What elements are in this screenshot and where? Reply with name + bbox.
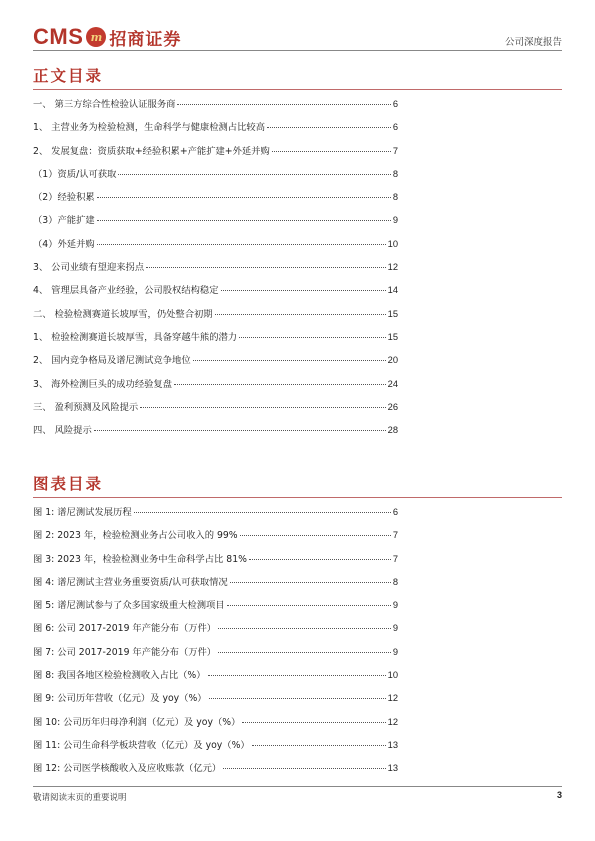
figure-entry-label: 图 10: 公司历年归母净利润（亿元）及 yoy（%） — [33, 716, 241, 728]
toc-entry-label: （3）产能扩建 — [33, 215, 95, 227]
toc-entry-label: （2）经验积累 — [33, 192, 95, 204]
dot-leader — [239, 337, 386, 338]
figure-entry-label: 图 1: 谱尼测试发展历程 — [33, 507, 132, 518]
toc-entry-page: 14 — [387, 285, 398, 296]
toc-entry-page: 8 — [392, 192, 398, 203]
dot-leader — [118, 174, 390, 175]
figure-entry-label: 图 2: 2023 年，检验检测业务占公司收入的 99% — [33, 530, 238, 542]
toc-entry[interactable] — [33, 399, 398, 422]
dot-leader — [267, 127, 391, 128]
figure-entry[interactable] — [33, 667, 398, 690]
figure-entry-label: 图 11: 公司生命科学板块营收（亿元）及 yoy（%） — [33, 739, 250, 751]
toc-entry[interactable] — [33, 236, 398, 259]
figure-entry[interactable] — [33, 737, 398, 760]
dot-leader — [174, 384, 386, 385]
logo-text: CMS — [33, 24, 84, 49]
figure-entry-label: 图 5: 谱尼测试参与了众多国家级重大检测项目 — [33, 600, 225, 612]
header-divider — [33, 50, 562, 51]
company-logo — [33, 24, 181, 50]
dot-leader — [240, 535, 391, 536]
figure-entry[interactable] — [33, 504, 398, 527]
toc-entry-page: 6 — [392, 99, 398, 109]
figure-entry-page: 9 — [392, 600, 398, 611]
figure-entry[interactable] — [33, 527, 398, 550]
toc-entry-label: 3、 海外检测巨头的成功经验复盘 — [33, 378, 173, 390]
figure-entry-label: 图 12: 公司医学核酸收入及应收账款（亿元） — [33, 763, 222, 775]
table-of-contents — [33, 96, 398, 445]
dot-leader — [215, 314, 386, 315]
dot-leader — [193, 360, 386, 361]
toc-entry-label: 1、 检验检测赛道长坡厚雪，具备穿越牛熊的潜力 — [33, 331, 238, 343]
toc-title-divider — [33, 89, 562, 90]
toc-entry[interactable] — [33, 422, 398, 445]
figure-entry[interactable] — [33, 620, 398, 643]
toc-entry-page: 8 — [392, 168, 398, 179]
disclaimer-note: 敬请阅读末页的重要说明 — [33, 793, 127, 803]
figure-entry[interactable] — [33, 597, 398, 620]
figure-index — [33, 504, 398, 784]
figures-title: 图表目录 — [33, 474, 104, 493]
dot-leader — [230, 582, 391, 583]
toc-entry[interactable] — [33, 143, 398, 166]
toc-entry[interactable] — [33, 96, 398, 119]
toc-entry-label: 2、 国内竞争格局及谱尼测试竞争地位 — [33, 355, 191, 367]
toc-entry-page: 7 — [392, 145, 398, 156]
toc-title: 正文目录 — [33, 66, 104, 85]
figure-entry-page: 9 — [392, 623, 398, 634]
figure-entry[interactable] — [33, 690, 398, 713]
figure-entry-page: 8 — [392, 576, 398, 587]
figure-entry[interactable] — [33, 760, 398, 783]
toc-entry-page: 24 — [387, 378, 398, 389]
figure-entry-page: 13 — [387, 739, 398, 750]
toc-entry-label: 一、 第三方综合性检验认证服务商 — [33, 99, 176, 110]
dot-leader — [218, 628, 391, 629]
dot-leader — [227, 605, 391, 606]
toc-entry[interactable] — [33, 376, 398, 399]
figure-entry-page: 6 — [392, 507, 398, 517]
figure-entry-page: 12 — [387, 716, 398, 727]
figure-entry-label: 图 3: 2023 年，检验检测业务中生命科学占比 81% — [33, 553, 247, 565]
toc-entry-page: 6 — [392, 122, 398, 133]
toc-entry[interactable] — [33, 282, 398, 305]
dot-leader — [272, 151, 391, 152]
toc-entry[interactable] — [33, 329, 398, 352]
dot-leader — [208, 675, 386, 676]
toc-entry-label: 四、 风险提示 — [33, 425, 92, 437]
figure-entry[interactable] — [33, 574, 398, 597]
dot-leader — [252, 745, 386, 746]
toc-entry[interactable] — [33, 212, 398, 235]
toc-entry-page: 28 — [387, 425, 398, 436]
toc-entry-label: 1、 主营业务为检验检测，生命科学与健康检测占比较高 — [33, 122, 265, 134]
dot-leader — [242, 722, 385, 723]
toc-entry-label: 二、 检验检测赛道长坡厚雪，仍处整合初期 — [33, 308, 213, 320]
dot-leader — [218, 652, 391, 653]
toc-entry-page: 20 — [387, 355, 398, 366]
figure-entry-page: 12 — [387, 693, 398, 704]
dot-leader — [177, 104, 390, 105]
figure-entry[interactable] — [33, 714, 398, 737]
toc-entry-page: 26 — [387, 401, 398, 412]
dot-leader — [221, 290, 386, 291]
figure-entry-label: 图 7: 公司 2017-2019 年产能分布（万件） — [33, 646, 217, 658]
figures-title-divider — [33, 497, 562, 498]
dot-leader — [97, 244, 386, 245]
toc-entry-label: 2、 发展复盘：资质获取+经验积累+产能扩建+外延并购 — [33, 145, 270, 157]
figure-entry-label: 图 9: 公司历年营收（亿元）及 yoy（%） — [33, 693, 207, 705]
dot-leader — [209, 698, 386, 699]
toc-entry-page: 9 — [392, 215, 398, 226]
dot-leader — [97, 197, 391, 198]
figure-entry-page: 7 — [392, 530, 398, 541]
figure-entry-label: 图 6: 公司 2017-2019 年产能分布（万件） — [33, 623, 217, 635]
report-type-label: 公司深度报告 — [504, 37, 562, 48]
toc-entry-label: 三、 盈利预测及风险提示 — [33, 401, 139, 413]
toc-entry-page: 12 — [387, 262, 398, 273]
dot-leader — [146, 267, 386, 268]
toc-entry-page: 15 — [387, 308, 398, 319]
dot-leader — [134, 512, 391, 513]
toc-entry[interactable] — [33, 306, 398, 329]
toc-entry[interactable] — [33, 352, 398, 375]
figure-entry-page: 7 — [392, 553, 398, 564]
toc-entry-label: （1）资质/认可获取 — [33, 168, 117, 180]
toc-entry[interactable] — [33, 166, 398, 189]
toc-entry[interactable] — [33, 119, 398, 142]
figure-entry-page: 9 — [392, 646, 398, 657]
dot-leader — [223, 768, 385, 769]
figure-entry-page: 10 — [387, 670, 398, 681]
dot-leader — [94, 430, 386, 431]
toc-entry-page: 15 — [387, 331, 398, 342]
logo-mark-icon: m — [86, 27, 106, 47]
figure-entry-label: 图 8: 我国各地区检验检测收入占比（%） — [33, 670, 206, 682]
toc-entry-page: 10 — [387, 238, 398, 249]
figure-entry-label: 图 4: 谱尼测试主营业务重要资质/认可获取情况 — [33, 576, 228, 588]
logo-chinese-name: 招商证券 — [109, 29, 182, 50]
dot-leader — [140, 407, 385, 408]
figure-entry[interactable] — [33, 644, 398, 667]
toc-entry-label: 3、 公司业绩有望迎来拐点 — [33, 262, 145, 274]
page-number: 3 — [556, 790, 562, 800]
dot-leader — [97, 220, 391, 221]
toc-entry[interactable] — [33, 259, 398, 282]
figure-entry-page: 13 — [387, 763, 398, 774]
toc-entry-label: 4、 管理层具备产业经验，公司股权结构稳定 — [33, 285, 219, 297]
footer-divider — [33, 786, 562, 787]
toc-entry-label: （4）外延并购 — [33, 238, 95, 250]
figure-entry[interactable] — [33, 551, 398, 574]
dot-leader — [249, 559, 391, 560]
toc-entry[interactable] — [33, 189, 398, 212]
